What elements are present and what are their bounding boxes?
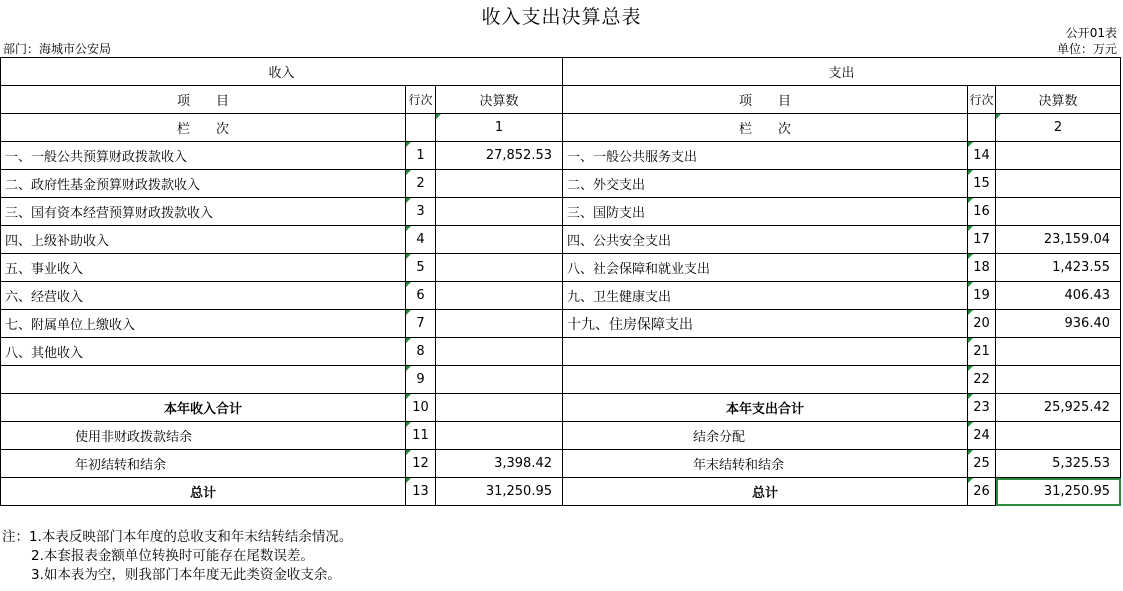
income-line[interactable]: 2 [406,170,436,198]
summary-table [0,57,1121,506]
income-amount[interactable] [436,254,563,282]
expense-surplus-amount[interactable] [996,422,1121,450]
income-begin-label[interactable]: 年初结转和结余 [1,450,406,478]
expense-item[interactable]: 四、公共安全支出 [563,226,968,254]
income-amount[interactable] [436,226,563,254]
expense-end-amount[interactable]: 5,325.53 [996,450,1121,478]
expense-amount[interactable] [996,366,1121,394]
expense-item[interactable] [563,338,968,366]
expense-amount[interactable]: 406.43 [996,282,1121,310]
year-total-row [1,394,1121,422]
income-line-header[interactable]: 行次 [406,86,436,114]
income-item[interactable]: 八、其他收入 [1,338,406,366]
income-column-label[interactable]: 栏 次 [1,114,406,142]
income-amount[interactable] [436,310,563,338]
form-number: 公开01表 [1065,26,1117,40]
income-amount[interactable]: 27,852.53 [436,142,563,170]
income-line[interactable]: 9 [406,366,436,394]
expense-item[interactable]: 八、社会保障和就业支出 [563,254,968,282]
income-line[interactable]: 5 [406,254,436,282]
expense-line[interactable]: 14 [968,142,996,170]
expense-amount[interactable] [996,198,1121,226]
expense-year-total-amount[interactable]: 25,925.42 [996,394,1121,422]
expense-item[interactable] [563,366,968,394]
nonfiscal-row [1,422,1121,450]
income-item-header[interactable]: 项 目 [1,86,406,114]
income-amount[interactable] [436,198,563,226]
income-line[interactable]: 3 [406,198,436,226]
expense-line[interactable]: 15 [968,170,996,198]
expense-column-label[interactable]: 栏 次 [563,114,968,142]
table-row [1,198,1121,226]
income-grand-total-label[interactable]: 总计 [1,478,406,506]
expense-column-number[interactable]: 2 [996,114,1121,142]
income-line[interactable]: 4 [406,226,436,254]
expense-column-line[interactable] [968,114,996,142]
income-year-total-label[interactable]: 本年收入合计 [1,394,406,422]
income-nonfiscal-label[interactable]: 使用非财政拨款结余 [1,422,406,450]
income-item[interactable] [1,366,406,394]
income-line[interactable]: 7 [406,310,436,338]
expense-amount[interactable]: 23,159.04 [996,226,1121,254]
income-amount[interactable] [436,338,563,366]
income-amount[interactable] [436,366,563,394]
income-nonfiscal-line[interactable]: 11 [406,422,436,450]
expense-amount-header[interactable]: 决算数 [996,86,1121,114]
expense-item[interactable]: 十九、住房保障支出 [563,310,968,338]
income-grand-total-line[interactable]: 13 [406,478,436,506]
table-row [1,254,1121,282]
income-amount[interactable] [436,282,563,310]
income-item[interactable]: 六、经营收入 [1,282,406,310]
table-row [1,366,1121,394]
income-line[interactable]: 1 [406,142,436,170]
income-header[interactable]: 收入 [1,58,563,86]
expense-line[interactable]: 21 [968,338,996,366]
page-title: 收入支出决算总表 [481,6,642,28]
income-item[interactable]: 七、附属单位上缴收入 [1,310,406,338]
expense-header[interactable]: 支出 [563,58,1121,86]
expense-item-header[interactable]: 项 目 [563,86,968,114]
carryover-row [1,450,1121,478]
expense-amount[interactable] [996,338,1121,366]
expense-line[interactable]: 17 [968,226,996,254]
table-row [1,170,1121,198]
expense-line[interactable]: 22 [968,366,996,394]
expense-year-total-label[interactable]: 本年支出合计 [563,394,968,422]
table-row [1,142,1121,170]
income-year-total-line[interactable]: 10 [406,394,436,422]
income-column-number[interactable]: 1 [436,114,563,142]
expense-surplus-label[interactable]: 结余分配 [563,422,968,450]
expense-line-header[interactable]: 行次 [968,86,996,114]
expense-grand-total-amount[interactable]: 31,250.95 [996,478,1121,506]
income-begin-amount[interactable]: 3,398.42 [436,450,563,478]
income-item[interactable]: 二、政府性基金预算财政拨款收入 [1,170,406,198]
table-row [1,310,1121,338]
income-line[interactable]: 6 [406,282,436,310]
unit-label: 单位：万元 [1056,42,1117,56]
expense-end-label[interactable]: 年末结转和结余 [563,450,968,478]
income-grand-total-amount[interactable]: 31,250.95 [436,478,563,506]
expense-amount[interactable] [996,170,1121,198]
grand-total-row [1,478,1121,506]
expense-amount[interactable]: 936.40 [996,310,1121,338]
income-amount[interactable] [436,170,563,198]
expense-line[interactable]: 20 [968,310,996,338]
income-line[interactable]: 8 [406,338,436,366]
note-3: 3.如本表为空，则我部门本年度无此类资金收支余。 [31,567,341,583]
income-item[interactable]: 三、国有资本经营预算财政拨款收入 [1,198,406,226]
income-amount-header[interactable]: 决算数 [436,86,563,114]
expense-amount[interactable] [996,142,1121,170]
expense-item[interactable]: 三、国防支出 [563,198,968,226]
income-column-line[interactable] [406,114,436,142]
income-begin-line[interactable]: 12 [406,450,436,478]
expense-end-line[interactable]: 25 [968,450,996,478]
expense-item[interactable]: 九、卫生健康支出 [563,282,968,310]
expense-line[interactable]: 19 [968,282,996,310]
expense-year-total-line[interactable]: 23 [968,394,996,422]
income-item[interactable]: 五、事业收入 [1,254,406,282]
income-item[interactable]: 一、一般公共预算财政拨款收入 [1,142,406,170]
table-row [1,282,1121,310]
expense-grand-total-line[interactable]: 26 [968,478,996,506]
note-2: 2.本套报表金额单位转换时可能存在尾数误差。 [31,548,314,564]
expense-grand-total-label[interactable]: 总计 [563,478,968,506]
expense-line[interactable]: 16 [968,198,996,226]
note-1: 注：1.本表反映部门本年度的总收支和年末结转结余情况。 [2,529,353,545]
department-label: 部门：海城市公安局 [3,42,112,56]
expense-surplus-line[interactable]: 24 [968,422,996,450]
expense-line[interactable]: 18 [968,254,996,282]
expense-item[interactable]: 一、一般公共服务支出 [563,142,968,170]
expense-item[interactable]: 二、外交支出 [563,170,968,198]
table-row [1,338,1121,366]
notes [2,528,352,585]
income-nonfiscal-amount[interactable] [436,422,563,450]
table-row [1,226,1121,254]
income-item[interactable]: 四、上级补助收入 [1,226,406,254]
expense-amount[interactable]: 1,423.55 [996,254,1121,282]
income-year-total-amount[interactable] [436,394,563,422]
